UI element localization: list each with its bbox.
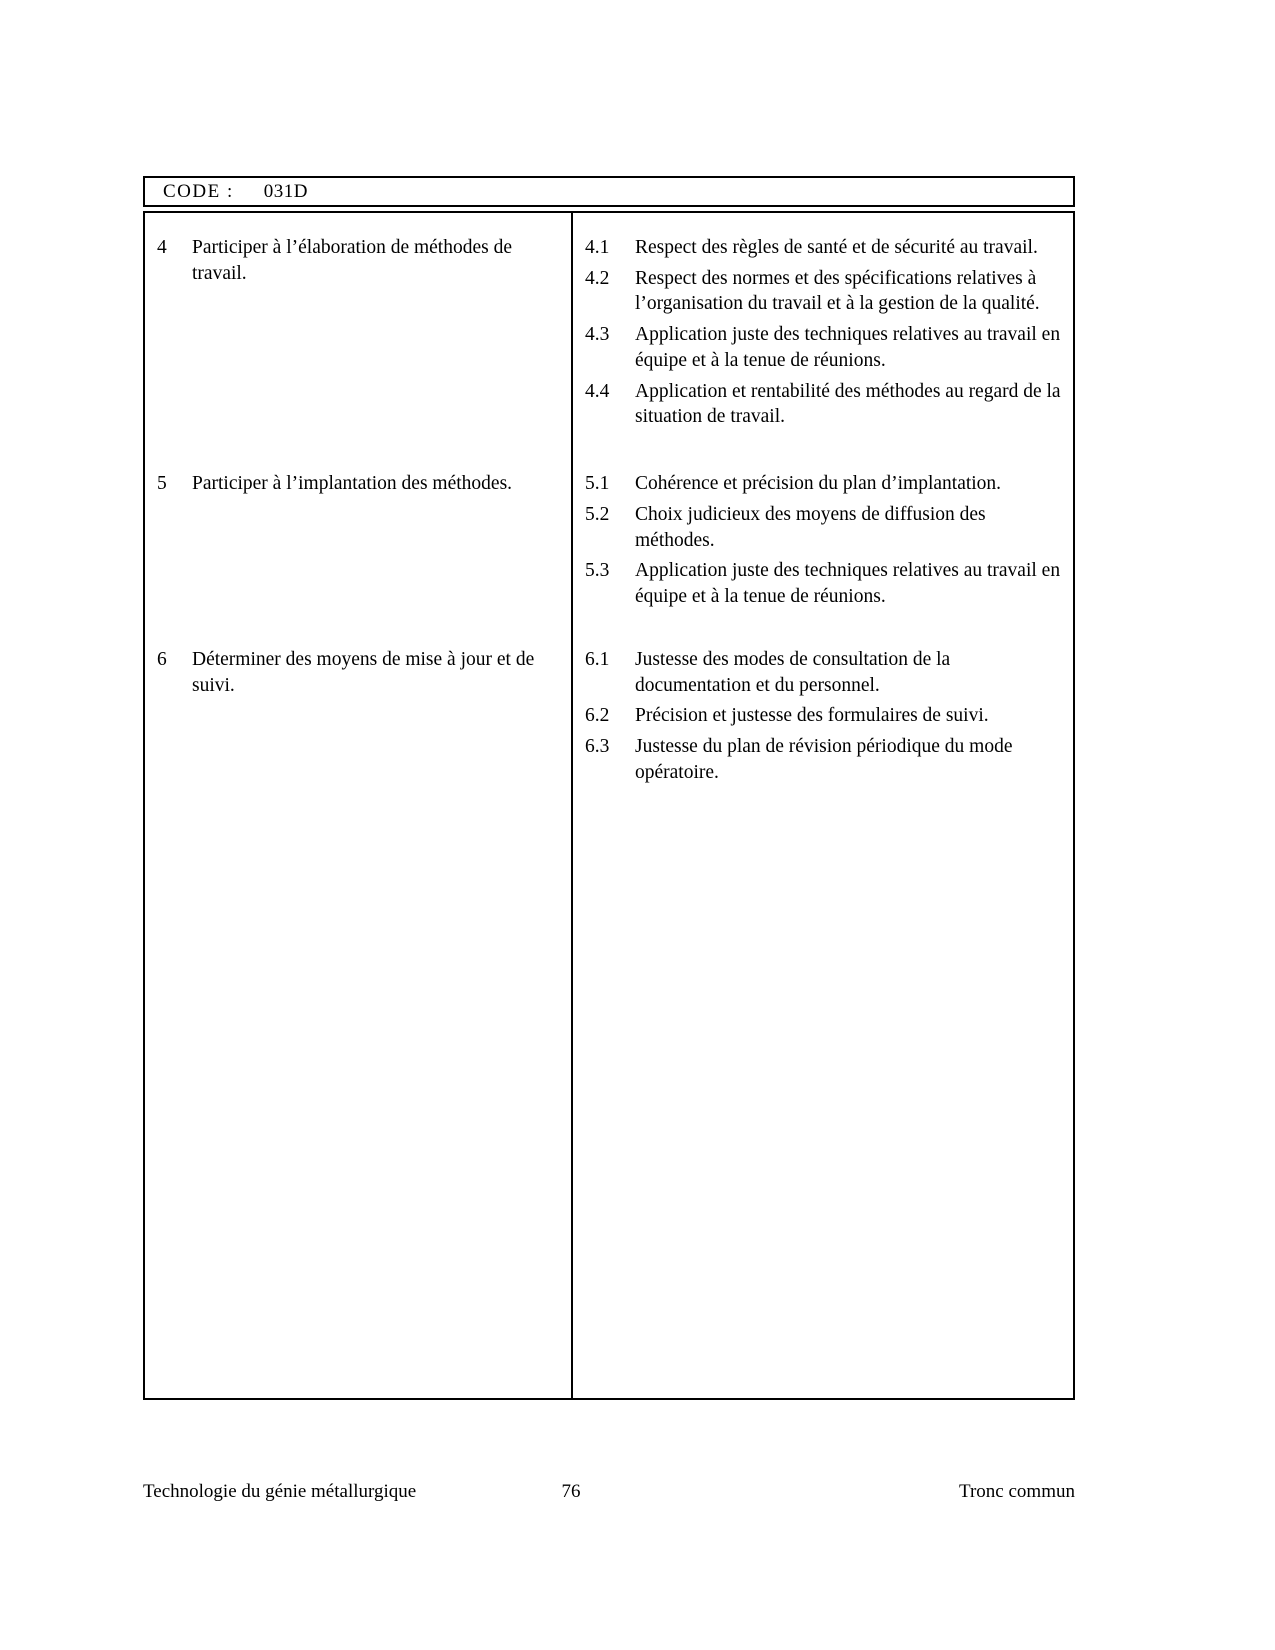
criterion-text: Précision et justesse des formulaires de suivi.	[635, 705, 989, 727]
criterion-number: 5.3	[585, 560, 610, 582]
criterion-number: 5.2	[585, 503, 610, 525]
code-label: CODE :	[163, 180, 234, 202]
criterion-number: 6.2	[585, 705, 610, 727]
objective-number: 4	[157, 237, 167, 258]
criterion-text: Choix judicieux des moyens de diffusion des méthodes.	[635, 503, 986, 551]
criterion-number: 4.2	[585, 267, 610, 289]
criterion-item	[585, 734, 1065, 785]
criterion-text: Respect des règles de santé et de sécurité au travail.	[635, 237, 1038, 258]
criterion-number: 4.1	[585, 237, 610, 258]
criterion-item	[585, 379, 1065, 430]
criteria-cell	[573, 615, 1073, 1398]
footer-section-label: Tronc commun	[959, 1481, 1075, 1502]
criterion-item	[585, 322, 1065, 373]
objective-cell	[145, 213, 573, 435]
criterion-number: 5.1	[585, 473, 610, 495]
criterion-text: Application et rentabilité des méthodes au regard de la situation de travail.	[635, 380, 1061, 428]
objective-row	[157, 471, 555, 497]
criterion-item	[585, 703, 1065, 729]
objective-number: 5	[157, 473, 167, 495]
criterion-text: Respect des normes et des spécifications relatives à l’organisation du travail et à la gestion de la qualité.	[635, 267, 1040, 315]
objective-text: Participer à l’élaboration de méthodes de travail.	[192, 237, 512, 284]
objectives-criteria-table	[143, 211, 1075, 1400]
criterion-item	[585, 502, 1065, 553]
criterion-text: Cohérence et précision du plan d’implantation.	[635, 473, 1002, 495]
criterion-item	[585, 235, 1065, 261]
criteria-cell	[573, 213, 1073, 435]
criterion-text: Application juste des techniques relatives au travail en équipe et à la tenue de réunions.	[635, 324, 1061, 371]
criterion-number: 4.3	[585, 324, 610, 346]
objective-row	[157, 235, 555, 286]
objective-cell	[145, 615, 573, 1398]
footer-document-title: Technologie du génie métallurgique	[143, 1481, 417, 1502]
objective-row	[157, 647, 555, 698]
criterion-number: 4.4	[585, 380, 610, 402]
objective-cell	[145, 435, 573, 615]
criterion-item	[585, 471, 1065, 497]
code-header-box	[143, 176, 1075, 207]
criterion-number: 6.3	[585, 736, 610, 758]
criterion-item	[585, 647, 1065, 698]
criterion-number: 6.1	[585, 648, 610, 670]
criterion-item	[585, 558, 1065, 609]
criterion-item	[585, 266, 1065, 317]
criterion-text: Application juste des techniques relatives au travail en équipe et à la tenue de réunions.	[635, 560, 1061, 608]
objective-text: Déterminer des moyens de mise à jour et de suivi.	[192, 648, 535, 696]
footer-page-number: 76	[561, 1481, 581, 1502]
page-footer	[143, 1481, 1075, 1503]
objective-number: 6	[157, 648, 167, 670]
objective-text: Participer à l’implantation des méthodes.	[192, 473, 513, 495]
code-value: 031D	[263, 180, 308, 202]
criterion-text: Justesse du plan de révision périodique du mode opératoire.	[635, 736, 1013, 783]
criterion-text: Justesse des modes de consultation de la documentation et du personnel.	[635, 648, 951, 696]
criteria-cell	[573, 435, 1073, 615]
